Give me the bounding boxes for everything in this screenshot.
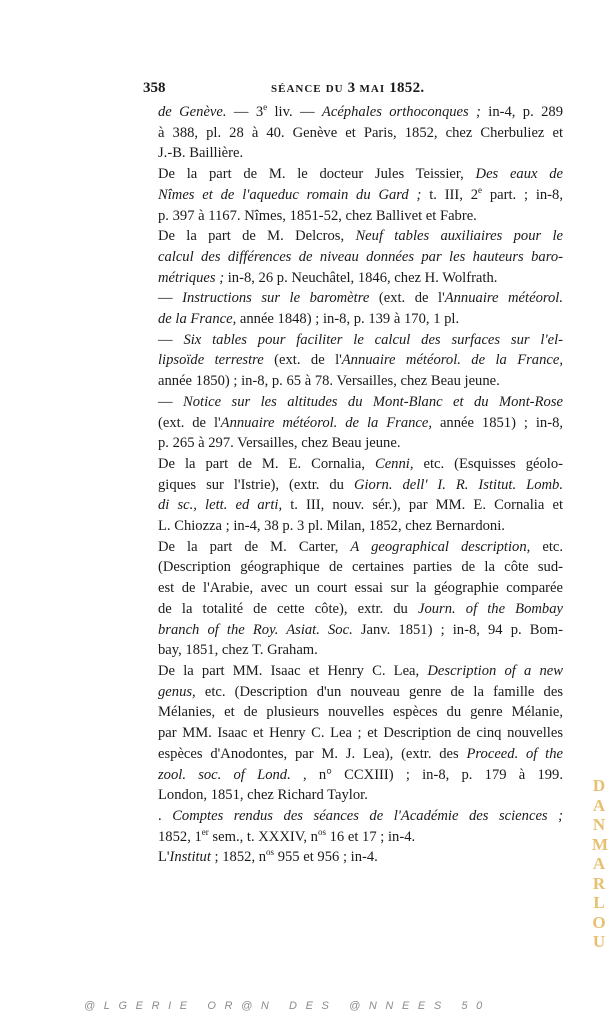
text-run: , n° CCXIII) ; in-8, p. 179 à 199. bbox=[290, 766, 563, 783]
italic-text: Instructions sur le baromètre bbox=[182, 290, 370, 307]
watermark bbox=[592, 776, 609, 952]
text-run: J.-B. Baillière. bbox=[158, 145, 244, 162]
text-run: in-4, p. 289 bbox=[480, 104, 563, 120]
text-run: etc. (Esquisses géolo- bbox=[413, 455, 563, 472]
text-line bbox=[143, 392, 563, 413]
text-run: année 1848) ; in-8, p. 139 à 170, 1 pl. bbox=[236, 311, 460, 328]
text-run: année 1850) ; in-8, p. 65 à 78. Versailles, chez Beau jeune. bbox=[158, 373, 500, 390]
text-run: année 1851) ; in-8, bbox=[432, 414, 564, 431]
italic-text: Journ. of the Bombay bbox=[417, 600, 563, 617]
text-run: p. 265 à 297. Versailles, chez Beau jeune. bbox=[158, 435, 401, 452]
text-run: liv. — bbox=[267, 104, 322, 120]
text-run: De la part de M. Delcros, bbox=[158, 228, 356, 245]
text-line bbox=[143, 806, 563, 827]
text-run: ; 1852, n bbox=[210, 849, 267, 866]
running-head-word: DU bbox=[325, 83, 344, 95]
text-line bbox=[143, 765, 563, 786]
text-line bbox=[143, 309, 563, 330]
italic-text: Proceed. of the bbox=[466, 745, 563, 762]
watermark-letter: R bbox=[592, 873, 606, 893]
text-run: — 3 bbox=[226, 104, 264, 120]
text-line bbox=[143, 537, 563, 558]
text-run: t. III, nouv. sér.), par MM. E. Cornalia et bbox=[282, 497, 563, 514]
italic-text: Annuaire météorol. de la France, bbox=[341, 352, 563, 369]
text-run: sem., t. XXXIV, n bbox=[208, 828, 318, 845]
text-run: par MM. Isaac et Henry C. Lea ; et Description de cinq nouvelles bbox=[158, 725, 563, 742]
superscript: e bbox=[263, 102, 268, 113]
watermark-letter: D bbox=[592, 776, 606, 795]
text-line bbox=[143, 827, 563, 848]
text-run: . bbox=[158, 807, 173, 824]
paragraph bbox=[143, 847, 563, 868]
text-line bbox=[143, 102, 563, 123]
text-run: (Description géographique de certaines parties de la côte sud- bbox=[158, 559, 563, 576]
italic-text: Giorn. dell' I. R. Istitut. Lomb. bbox=[353, 476, 563, 493]
body-text bbox=[143, 102, 563, 868]
text-run: giques sur l'Istrie), (extr. du bbox=[158, 476, 354, 493]
text-line bbox=[143, 599, 563, 620]
italic-text: Des eaux de bbox=[475, 166, 563, 183]
footer-caption: @LGERIE OR@N DES @NNEES 50 bbox=[84, 1000, 491, 1012]
paragraph bbox=[143, 102, 563, 164]
italic-text: Description of a new bbox=[427, 662, 563, 679]
italic-text: métriques ; bbox=[158, 269, 225, 286]
running-head-year: 1852. bbox=[389, 80, 425, 96]
running-head-word: MAI bbox=[359, 83, 386, 95]
italic-text: de Genève. bbox=[158, 104, 227, 120]
text-line bbox=[143, 557, 563, 578]
watermark-letter: O bbox=[592, 912, 606, 932]
paragraph bbox=[143, 392, 563, 454]
italic-text: branch of the Roy. Asiat. Soc. bbox=[158, 621, 353, 638]
text-run: etc. bbox=[530, 538, 563, 555]
page-number: 358 bbox=[143, 80, 166, 96]
text-run: — bbox=[158, 290, 183, 307]
text-run: (ext. de l' bbox=[158, 414, 221, 431]
superscript: e bbox=[478, 184, 483, 195]
text-run: à 388, pl. 28 à 40. Genève et Paris, 1852, chez Cherbuliez et bbox=[158, 124, 563, 141]
italic-text: lipsoïde terrestre bbox=[158, 352, 264, 369]
running-head-word: SÉANCE bbox=[271, 83, 322, 95]
text-line bbox=[143, 247, 563, 268]
paragraph bbox=[143, 164, 563, 226]
text-line bbox=[143, 454, 563, 475]
text-line bbox=[143, 682, 563, 703]
text-run: part. ; in-8, bbox=[482, 186, 563, 203]
text-line bbox=[143, 578, 563, 599]
text-run: — bbox=[158, 393, 184, 410]
paragraph bbox=[143, 330, 563, 392]
italic-text: Annuaire météorol. de la France, bbox=[220, 414, 433, 431]
text-run: t. III, 2 bbox=[421, 186, 479, 203]
superscript: er bbox=[201, 826, 209, 837]
text-run: 16 et 17 ; in-4. bbox=[325, 828, 416, 845]
text-run: etc. (Description d'un nouveau genre de la famille des bbox=[195, 683, 563, 700]
text-line bbox=[143, 330, 563, 351]
text-run: De la part de M. le docteur Jules Teissier, bbox=[158, 166, 476, 183]
paragraph bbox=[143, 288, 563, 329]
paragraph bbox=[143, 454, 563, 537]
italic-text: Cenni, bbox=[374, 455, 414, 472]
text-line bbox=[143, 288, 563, 309]
watermark-letter: M bbox=[592, 834, 609, 854]
italic-text: de la France, bbox=[158, 311, 237, 328]
watermark-letter: L bbox=[593, 893, 605, 912]
text-line bbox=[143, 620, 563, 641]
italic-text: genus, bbox=[158, 683, 196, 700]
text-line bbox=[143, 847, 563, 868]
italic-text: Neuf tables auxiliaires pour le bbox=[355, 228, 564, 245]
text-line bbox=[143, 350, 563, 371]
text-line bbox=[143, 268, 563, 289]
text-run: Janv. 1851) ; in-8, 94 p. Bom- bbox=[352, 621, 564, 638]
paragraph bbox=[143, 661, 563, 806]
text-line bbox=[143, 516, 563, 537]
text-line bbox=[143, 413, 563, 434]
text-run: 1852, 1 bbox=[158, 828, 202, 845]
italic-text: Comptes rendus des séances de l'Académie des sciences ; bbox=[172, 807, 563, 824]
text-line bbox=[143, 371, 563, 392]
superscript: os bbox=[266, 847, 275, 858]
text-line bbox=[143, 185, 563, 206]
paragraph bbox=[143, 537, 563, 661]
paragraph bbox=[143, 226, 563, 288]
text-line bbox=[143, 744, 563, 765]
text-run: De la part de M. E. Cornalia, bbox=[158, 455, 375, 472]
text-line bbox=[143, 495, 563, 516]
italic-text: Institut bbox=[169, 849, 211, 866]
superscript: os bbox=[317, 826, 326, 837]
text-run: De la part MM. Isaac et Henry C. Lea, bbox=[158, 662, 428, 679]
italic-text: Annuaire météorol. bbox=[444, 290, 563, 307]
text-line bbox=[143, 475, 563, 496]
text-run: in-8, 26 p. Neuchâtel, 1846, chez H. Wolfrath. bbox=[224, 269, 498, 286]
text-line bbox=[143, 785, 563, 806]
italic-text: zool. soc. of Lond. bbox=[158, 766, 291, 783]
text-run: De la part de M. Carter, bbox=[158, 538, 351, 555]
watermark-letter: A bbox=[592, 854, 606, 873]
text-line bbox=[143, 723, 563, 744]
text-run: (ext. de l' bbox=[369, 290, 445, 307]
running-head bbox=[271, 80, 424, 97]
text-run: L' bbox=[158, 849, 170, 866]
text-run: de la totalité de cette côte), extr. du bbox=[158, 600, 418, 617]
watermark-letter: N bbox=[592, 815, 606, 834]
text-run: 955 et 956 ; in-4. bbox=[274, 849, 378, 866]
text-line bbox=[143, 661, 563, 682]
italic-text: Acéphales orthoconques ; bbox=[321, 104, 481, 120]
text-run: espèces d'Anodontes, par M. J. Lea), (extr. des bbox=[158, 745, 467, 762]
text-run: Mélanies, et de plusieurs nouvelles espèces du genre Mélanie, bbox=[158, 704, 563, 721]
italic-text: A geographical description, bbox=[350, 538, 531, 555]
paragraph bbox=[143, 806, 563, 847]
text-line bbox=[143, 164, 563, 185]
text-run: — bbox=[158, 331, 184, 348]
text-line bbox=[143, 702, 563, 723]
text-run: L. Chiozza ; in-4, 38 p. 3 pl. Milan, 1852, chez Bernardoni. bbox=[158, 518, 505, 535]
text-line bbox=[143, 123, 563, 144]
text-line bbox=[143, 433, 563, 454]
page-header bbox=[143, 80, 563, 100]
text-line bbox=[143, 143, 563, 164]
italic-text: calcul des différences de niveau données par les hauteurs baro- bbox=[158, 248, 563, 265]
text-run: p. 397 à 1167. Nîmes, 1851-52, chez Ballivet et Fabre. bbox=[158, 207, 477, 224]
italic-text: di sc., lett. ed arti, bbox=[158, 497, 283, 514]
text-run: (ext. de l' bbox=[263, 352, 342, 369]
text-run: bay, 1851, chez T. Graham. bbox=[158, 642, 318, 659]
running-head-day: 3 bbox=[347, 80, 356, 96]
text-line bbox=[143, 206, 563, 227]
italic-text: Six tables pour faciliter le calcul des surfaces sur l'el- bbox=[183, 331, 563, 348]
text-run: est de l'Arabie, avec un court essai sur la géographie comparée bbox=[158, 580, 563, 597]
text-run: London, 1851, chez Richard Taylor. bbox=[158, 787, 368, 804]
italic-text: Nîmes et de l'aqueduc romain du Gard ; bbox=[158, 186, 422, 203]
text-line bbox=[143, 226, 563, 247]
watermark-letter: A bbox=[592, 795, 606, 815]
watermark-letter: U bbox=[592, 932, 606, 951]
italic-text: Notice sur les altitudes du Mont-Blanc et du Mont-Rose bbox=[183, 393, 563, 410]
text-line bbox=[143, 640, 563, 661]
